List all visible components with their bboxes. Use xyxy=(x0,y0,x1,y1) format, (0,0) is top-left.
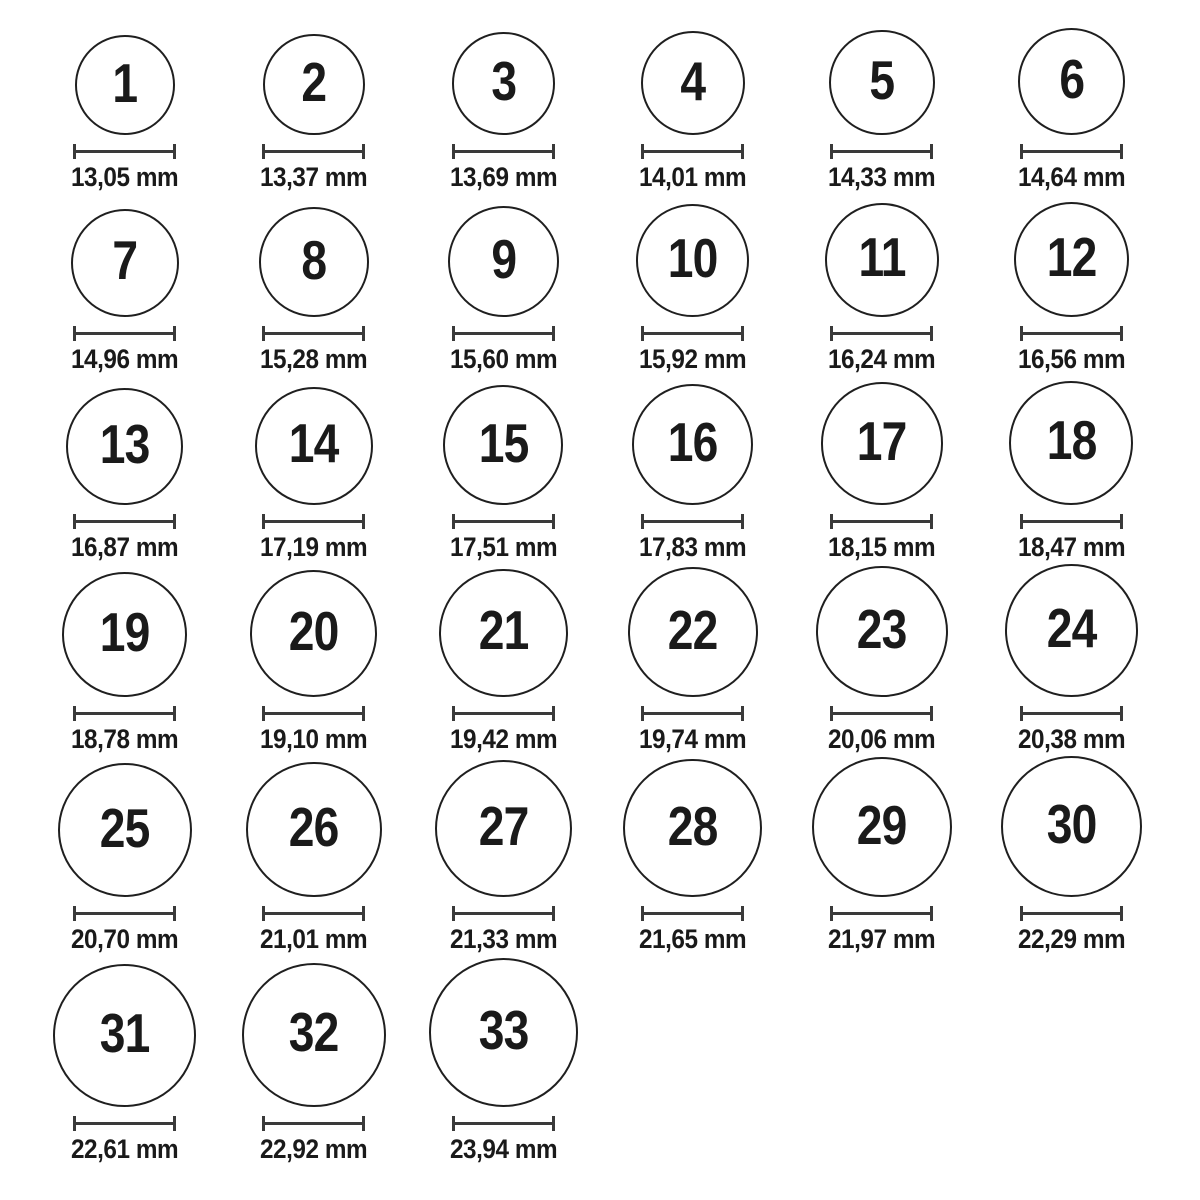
ring-circle xyxy=(246,762,382,898)
ring-size-number: 3 xyxy=(490,50,516,113)
diameter-measure-line xyxy=(452,514,555,529)
ring-size-cell xyxy=(787,376,976,564)
diameter-label: 13,69 mm xyxy=(449,162,557,192)
diameter-label: 16,56 mm xyxy=(1017,344,1125,374)
ring-size-number: 9 xyxy=(490,227,516,290)
measure-right-tick-icon xyxy=(1120,514,1123,529)
measure-right-tick-icon xyxy=(552,514,555,529)
diameter-label: 19,42 mm xyxy=(449,724,557,754)
measure-right-tick-icon xyxy=(552,1116,555,1131)
ring-size-number: 13 xyxy=(99,413,150,476)
ring-circle xyxy=(435,760,572,897)
measure-right-tick-icon xyxy=(173,706,176,721)
ring-size-cell xyxy=(977,194,1166,376)
diameter-measure-line xyxy=(641,326,744,341)
ring-size-cell xyxy=(30,376,219,564)
diameter-label: 22,29 mm xyxy=(1017,924,1125,955)
ring-circle xyxy=(75,35,175,135)
ring-size-row xyxy=(30,756,1166,954)
ring-circle xyxy=(623,759,761,897)
ring-size-cell xyxy=(219,564,408,756)
ring-size-number: 21 xyxy=(478,599,529,662)
ring-size-number: 7 xyxy=(112,229,138,292)
ring-size-number: 28 xyxy=(667,794,718,857)
diameter-label: 13,05 mm xyxy=(71,162,179,192)
measure-bar xyxy=(1023,150,1120,153)
ring-circle xyxy=(821,382,944,505)
ring-circle xyxy=(53,964,196,1107)
ring-size-number: 31 xyxy=(99,1002,150,1065)
diameter-measure-line xyxy=(73,906,176,921)
measure-right-tick-icon xyxy=(741,906,744,921)
ring-size-number: 29 xyxy=(857,793,907,856)
measure-right-tick-icon xyxy=(173,326,176,341)
diameter-measure-line xyxy=(830,144,933,159)
diameter-label: 17,51 mm xyxy=(449,532,557,562)
ring-size-number: 8 xyxy=(301,228,327,291)
diameter-label: 18,47 mm xyxy=(1017,532,1125,562)
ring-circle xyxy=(1014,202,1130,318)
ring-size-number: 14 xyxy=(289,412,339,475)
ring-size-cell xyxy=(598,16,787,194)
diameter-label: 23,94 mm xyxy=(449,1134,557,1164)
diameter-measure-line xyxy=(1020,906,1123,921)
ring-size-row xyxy=(30,564,1166,756)
ring-size-number: 18 xyxy=(1046,409,1097,472)
measure-right-tick-icon xyxy=(173,514,176,529)
ring-circle xyxy=(242,963,386,1107)
diameter-label: 20,06 mm xyxy=(828,724,936,754)
measure-right-tick-icon xyxy=(741,706,744,721)
ring-size-number: 17 xyxy=(857,410,907,473)
ring-circle xyxy=(636,204,749,317)
diameter-label: 19,10 mm xyxy=(260,724,368,754)
ring-size-cell xyxy=(409,194,598,376)
diameter-label: 14,33 mm xyxy=(828,162,936,192)
ring-size-number: 2 xyxy=(301,50,327,113)
measure-right-tick-icon xyxy=(362,326,365,341)
ring-circle xyxy=(829,30,935,136)
ring-size-number: 20 xyxy=(289,600,339,662)
diameter-measure-line xyxy=(73,514,176,529)
diameter-measure-line xyxy=(1020,514,1123,529)
ring-size-row xyxy=(30,376,1166,564)
ring-size-cell xyxy=(219,756,408,956)
ring-size-cell xyxy=(30,564,219,756)
diameter-measure-line xyxy=(452,1116,555,1131)
measure-bar xyxy=(76,150,173,153)
measure-bar xyxy=(644,520,741,523)
ring-size-number: 15 xyxy=(478,411,529,474)
ring-size-number: 25 xyxy=(99,796,150,859)
ring-size-cell xyxy=(787,16,976,194)
ring-size-number: 6 xyxy=(1058,48,1084,111)
diameter-measure-line xyxy=(830,326,933,341)
ring-circle xyxy=(628,567,758,697)
measure-right-tick-icon xyxy=(362,514,365,529)
diameter-measure-line xyxy=(830,514,933,529)
measure-bar xyxy=(455,712,552,715)
ring-size-cell xyxy=(598,376,787,564)
ring-size-number: 27 xyxy=(478,795,529,858)
measure-bar xyxy=(1023,712,1120,715)
measure-right-tick-icon xyxy=(173,144,176,159)
ring-size-number: 10 xyxy=(667,227,718,290)
diameter-label: 21,33 mm xyxy=(449,924,557,955)
diameter-measure-line xyxy=(452,326,555,341)
measure-bar xyxy=(265,912,362,915)
ring-size-cell xyxy=(409,16,598,194)
diameter-measure-line xyxy=(262,1116,365,1131)
ring-circle xyxy=(263,34,364,135)
measure-right-tick-icon xyxy=(930,706,933,721)
measure-right-tick-icon xyxy=(930,514,933,529)
diameter-measure-line xyxy=(262,514,365,529)
diameter-label: 18,15 mm xyxy=(828,532,936,562)
measure-bar xyxy=(833,912,930,915)
measure-bar xyxy=(644,332,741,335)
ring-size-cell xyxy=(30,756,219,956)
measure-bar xyxy=(1023,912,1120,915)
measure-bar xyxy=(455,332,552,335)
diameter-label: 16,87 mm xyxy=(71,532,179,562)
diameter-label: 22,92 mm xyxy=(260,1134,368,1164)
ring-circle xyxy=(66,388,183,505)
diameter-label: 21,97 mm xyxy=(828,924,936,955)
diameter-measure-line xyxy=(830,906,933,921)
ring-size-number: 26 xyxy=(289,796,339,859)
measure-bar xyxy=(833,520,930,523)
diameter-label: 17,19 mm xyxy=(260,532,368,562)
measure-bar xyxy=(455,150,552,153)
measure-bar xyxy=(455,912,552,915)
diameter-label: 19,74 mm xyxy=(639,724,747,754)
measure-bar xyxy=(833,712,930,715)
ring-size-number: 32 xyxy=(289,1001,339,1064)
ring-size-number: 33 xyxy=(478,999,529,1062)
diameter-label: 13,37 mm xyxy=(260,162,368,192)
ring-size-cell xyxy=(219,16,408,194)
diameter-measure-line xyxy=(262,326,365,341)
diameter-measure-line xyxy=(262,906,365,921)
diameter-label: 15,92 mm xyxy=(639,344,747,374)
diameter-label: 22,61 mm xyxy=(71,1134,179,1164)
diameter-label: 20,38 mm xyxy=(1017,724,1125,754)
ring-size-cell xyxy=(787,194,976,376)
ring-size-cell xyxy=(30,194,219,376)
measure-right-tick-icon xyxy=(1120,906,1123,921)
diameter-measure-line xyxy=(452,906,555,921)
diameter-label: 21,01 mm xyxy=(260,924,368,955)
ring-circle xyxy=(641,31,745,135)
diameter-measure-line xyxy=(452,706,555,721)
measure-right-tick-icon xyxy=(930,144,933,159)
measure-bar xyxy=(644,912,741,915)
ring-size-number: 1 xyxy=(112,51,138,114)
ring-circle xyxy=(259,207,369,317)
measure-bar xyxy=(76,712,173,715)
measure-bar xyxy=(833,332,930,335)
diameter-measure-line xyxy=(73,144,176,159)
ring-size-number: 30 xyxy=(1046,793,1097,856)
measure-bar xyxy=(644,712,741,715)
diameter-label: 21,65 mm xyxy=(639,924,747,955)
ring-circle xyxy=(812,757,952,897)
measure-bar xyxy=(76,520,173,523)
diameter-measure-line xyxy=(262,144,365,159)
diameter-label: 15,60 mm xyxy=(449,344,557,374)
measure-right-tick-icon xyxy=(552,144,555,159)
measure-bar xyxy=(1023,332,1120,335)
ring-size-cell xyxy=(409,376,598,564)
ring-size-row xyxy=(30,194,1166,376)
diameter-label: 20,70 mm xyxy=(71,924,179,955)
ring-size-number: 11 xyxy=(858,226,906,289)
ring-circle xyxy=(71,209,179,317)
ring-circle xyxy=(452,32,555,135)
measure-right-tick-icon xyxy=(1120,706,1123,721)
diameter-measure-line xyxy=(641,706,744,721)
ring-size-row xyxy=(30,16,1166,194)
ring-size-cell xyxy=(409,564,598,756)
diameter-measure-line xyxy=(641,144,744,159)
ring-circle xyxy=(1009,381,1133,505)
measure-bar xyxy=(265,332,362,335)
ring-size-cell xyxy=(219,954,408,1166)
measure-bar xyxy=(833,150,930,153)
ring-size-cell xyxy=(219,376,408,564)
measure-bar xyxy=(265,520,362,523)
measure-right-tick-icon xyxy=(552,906,555,921)
ring-size-number: 16 xyxy=(667,410,718,473)
ring-size-cell xyxy=(598,564,787,756)
ring-circle xyxy=(58,763,192,897)
measure-right-tick-icon xyxy=(1120,144,1123,159)
diameter-label: 18,78 mm xyxy=(71,724,179,754)
ring-size-cell xyxy=(598,756,787,956)
diameter-measure-line xyxy=(73,706,176,721)
measure-bar xyxy=(265,712,362,715)
ring-size-number: 5 xyxy=(869,48,895,111)
ring-size-cell xyxy=(30,954,219,1166)
ring-size-cell xyxy=(787,564,976,756)
ring-circle xyxy=(439,569,567,697)
diameter-measure-line xyxy=(73,326,176,341)
measure-right-tick-icon xyxy=(362,706,365,721)
diameter-measure-line xyxy=(1020,706,1123,721)
measure-right-tick-icon xyxy=(741,144,744,159)
ring-size-cell xyxy=(787,756,976,956)
ring-circle xyxy=(1018,28,1125,135)
ring-size-row xyxy=(30,954,1166,1166)
measure-bar xyxy=(455,1122,552,1125)
ring-size-number: 19 xyxy=(99,600,150,663)
measure-right-tick-icon xyxy=(362,906,365,921)
diameter-label: 16,24 mm xyxy=(828,344,936,374)
measure-bar xyxy=(76,912,173,915)
ring-circle xyxy=(62,572,188,698)
ring-size-number: 22 xyxy=(667,598,718,661)
diameter-label: 15,28 mm xyxy=(260,344,368,374)
measure-bar xyxy=(644,150,741,153)
ring-circle xyxy=(443,385,563,505)
diameter-measure-line xyxy=(1020,144,1123,159)
ring-circle xyxy=(448,206,559,317)
ring-size-cell xyxy=(598,194,787,376)
diameter-label: 14,01 mm xyxy=(639,162,747,192)
ring-circle xyxy=(429,958,578,1107)
ring-size-number: 12 xyxy=(1046,225,1097,288)
measure-right-tick-icon xyxy=(552,706,555,721)
measure-right-tick-icon xyxy=(173,1116,176,1131)
ring-circle xyxy=(632,384,753,505)
ring-circle xyxy=(1001,756,1142,897)
ring-size-number: 24 xyxy=(1046,597,1097,660)
measure-bar xyxy=(265,150,362,153)
ring-circle xyxy=(250,570,377,697)
diameter-measure-line xyxy=(262,706,365,721)
measure-right-tick-icon xyxy=(552,326,555,341)
ring-size-cell xyxy=(409,954,598,1166)
measure-bar xyxy=(265,1122,362,1125)
measure-right-tick-icon xyxy=(362,1116,365,1131)
measure-right-tick-icon xyxy=(930,326,933,341)
diameter-measure-line xyxy=(452,144,555,159)
ring-size-cell xyxy=(30,16,219,194)
ring-size-cell xyxy=(977,756,1166,956)
diameter-label: 14,96 mm xyxy=(71,344,179,374)
ring-size-number: 4 xyxy=(680,49,706,112)
measure-right-tick-icon xyxy=(173,906,176,921)
diameter-label: 17,83 mm xyxy=(639,532,747,562)
ring-circle xyxy=(825,203,939,317)
ring-circle xyxy=(816,566,947,697)
ring-size-number: 23 xyxy=(857,597,907,660)
measure-bar xyxy=(455,520,552,523)
diameter-measure-line xyxy=(830,706,933,721)
measure-right-tick-icon xyxy=(362,144,365,159)
ring-size-cell xyxy=(219,194,408,376)
measure-right-tick-icon xyxy=(741,514,744,529)
measure-right-tick-icon xyxy=(741,326,744,341)
ring-circle xyxy=(255,387,373,505)
measure-bar xyxy=(76,1122,173,1125)
ring-circle xyxy=(1005,564,1138,697)
diameter-measure-line xyxy=(641,906,744,921)
ring-size-cell xyxy=(977,564,1166,756)
ring-size-cell xyxy=(409,756,598,956)
measure-bar xyxy=(1023,520,1120,523)
ring-size-cell xyxy=(977,16,1166,194)
diameter-measure-line xyxy=(73,1116,176,1131)
diameter-measure-line xyxy=(1020,326,1123,341)
measure-bar xyxy=(76,332,173,335)
measure-right-tick-icon xyxy=(930,906,933,921)
diameter-label: 14,64 mm xyxy=(1017,162,1125,192)
diameter-measure-line xyxy=(641,514,744,529)
measure-right-tick-icon xyxy=(1120,326,1123,341)
ring-size-cell xyxy=(977,376,1166,564)
